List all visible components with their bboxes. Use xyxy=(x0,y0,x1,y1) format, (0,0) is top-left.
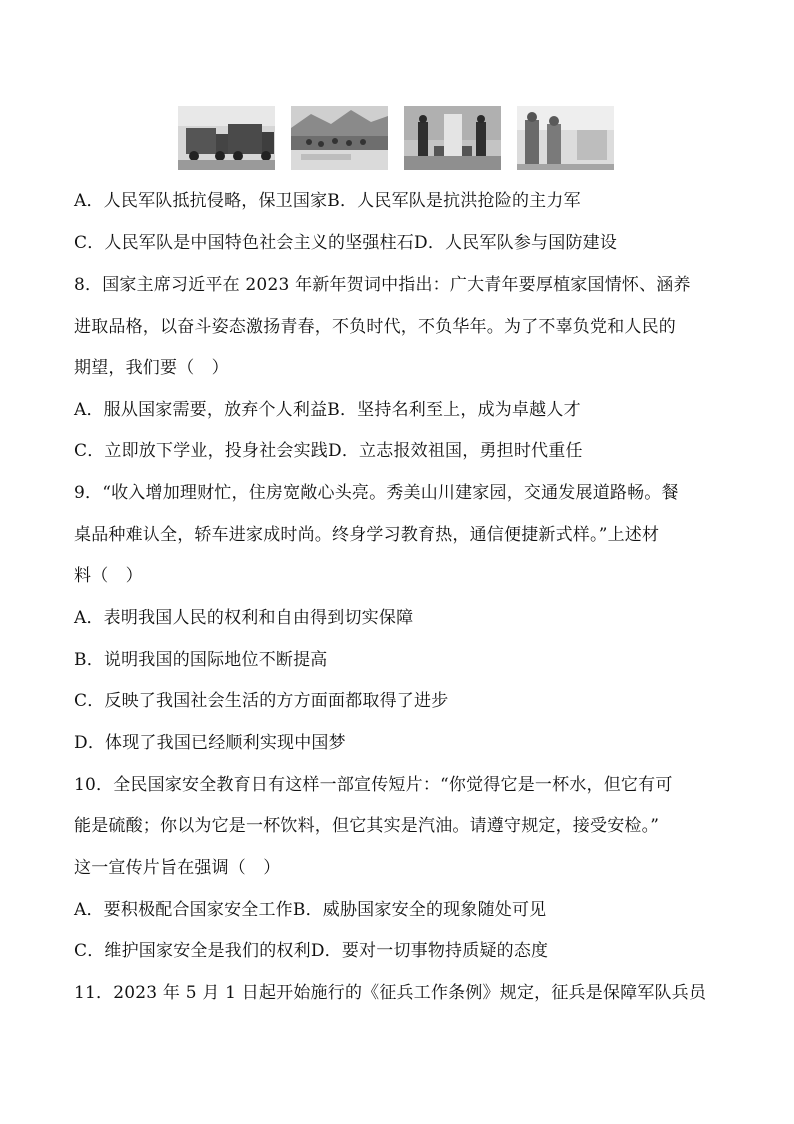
q8-stem-line-3: 期望，我们要（ ） xyxy=(74,358,229,378)
q9-option-c: C．反映了我国社会生活的方方面面都取得了进步 xyxy=(74,691,449,711)
q10-option-d: D．要对一切事物持质疑的态度 xyxy=(310,941,549,961)
q7-option-a: A．人民军队抵抗侵略，保卫国家 xyxy=(74,191,328,211)
q10-option-c: C．维护国家安全是我们的权利 xyxy=(74,941,311,961)
q8-option-d: D．立志报效祖国，勇担时代重任 xyxy=(328,441,583,461)
q7-option-b: B．人民军队是抗洪抢险的主力军 xyxy=(327,191,581,211)
q10-options-row-2 xyxy=(74,939,548,963)
photo-flood-rescue xyxy=(291,106,388,170)
q10-stem-line-3: 这一宣传片旨在强调（ ） xyxy=(74,858,281,878)
q7-option-c: C．人民军队是中国特色社会主义的坚强柱石 xyxy=(74,233,415,253)
photo-military-trucks xyxy=(178,106,275,170)
q9-stem-line-3: 料（ ） xyxy=(74,566,143,586)
photo-soldiers-inspection xyxy=(517,106,614,170)
q9-stem-line-1: 9．“收入增加理财忙，住房宽敞心头亮。秀美山川建家园，交通发展道路畅。餐 xyxy=(74,483,679,503)
q8-stem-line-1: 8．国家主席习近平在 2023 年新年贺词中指出：广大青年要厚植家国情怀、涵养 xyxy=(74,275,691,295)
q8-option-b: B．坚持名利至上，成为卓越人才 xyxy=(327,400,581,420)
q8-option-c: C．立即放下学业，投身社会实践 xyxy=(74,441,329,461)
q8-stem-line-2: 进取品格，以奋斗姿态激扬青春，不负时代，不负华年。为了不辜负党和人民的 xyxy=(74,317,676,337)
q8-options-row-2 xyxy=(74,439,583,463)
q9-option-d: D．体现了我国已经顺利实现中国梦 xyxy=(74,733,346,753)
q10-stem-line-1: 10．全民国家安全教育日有这样一部宣传短片：“你觉得它是一杯水，但它有可 xyxy=(74,775,673,795)
q9-option-b: B．说明我国的国际地位不断提高 xyxy=(74,650,328,670)
question-photos xyxy=(178,106,616,170)
q7-options-row-2 xyxy=(74,231,617,255)
q10-stem-line-2: 能是硫酸；你以为它是一杯饮料，但它其实是汽油。请遵守规定，接受安检。” xyxy=(74,816,660,836)
q9-stem-line-2: 桌品种难认全，轿车进家成时尚。终身学习教育热，通信便捷新式样。”上述材 xyxy=(74,525,660,545)
q10-option-b: B．威胁国家安全的现象随处可见 xyxy=(292,900,547,920)
q10-option-a: A．要积极配合国家安全工作 xyxy=(74,900,293,920)
q9-option-a: A．表明我国人民的权利和自由得到切实保障 xyxy=(74,608,414,628)
q7-options-row-1 xyxy=(74,189,581,213)
q8-option-a: A．服从国家需要，放弃个人利益 xyxy=(74,400,328,420)
q7-option-d: D．人民军队参与国防建设 xyxy=(414,233,618,253)
q11-stem-line-1: 11．2023 年 5 月 1 日起开始施行的《征兵工作条例》规定，征兵是保障军队兵员 xyxy=(74,983,707,1003)
photo-border-guards xyxy=(404,106,501,170)
q10-options-row-1 xyxy=(74,898,546,922)
q8-options-row-1 xyxy=(74,398,581,422)
